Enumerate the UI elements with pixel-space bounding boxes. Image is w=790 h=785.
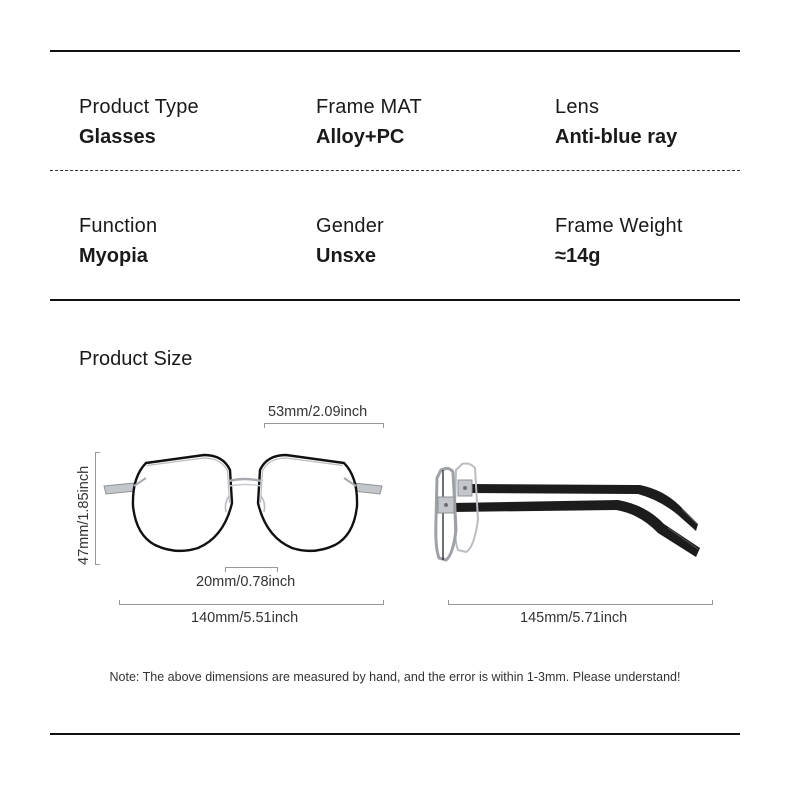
temple-length-label: 145mm/5.71inch [520,610,628,626]
spec-value: Unsxe [316,245,377,267]
measurement-note: Note: The above dimensions are measured by hand, and the error is within 1-3mm. Please understand! [109,670,681,684]
bridge-width-label: 20mm/0.78inch [196,574,296,590]
near-temple [452,500,700,557]
lens-height-line [95,452,100,565]
glasses-side-view [436,464,700,561]
right-lens-rim [258,455,357,551]
product-size-title: Product Size [79,348,193,370]
spec-label: Lens [555,96,600,118]
spec-label: Function [79,215,158,237]
temple-length-line [448,600,713,605]
lens-height-label: 47mm/1.85inch [76,465,92,565]
spec-label: Product Type [79,96,199,118]
glasses-front-view [104,455,382,551]
bottom-divider [50,733,740,735]
frame-width-label: 140mm/5.51inch [191,610,299,626]
lens-width-label: 53mm/2.09inch [268,404,368,420]
spec-label: Frame MAT [316,96,422,118]
left-end-piece [104,483,136,494]
bridge-width-line [225,567,278,572]
spec-value: Alloy+PC [316,126,405,148]
lens-width-line [264,423,384,428]
spec-value: Glasses [79,126,156,148]
left-lens-rim [133,455,232,551]
spec-value: ≈14g [555,245,601,267]
spec-label: Frame Weight [555,215,683,237]
spec-value: Myopia [79,245,148,267]
side-rim-front [436,468,456,560]
spec-value: Anti-blue ray [555,126,678,148]
bridge [229,479,261,481]
spec-label: Gender [316,215,384,237]
frame-width-line [119,600,384,605]
